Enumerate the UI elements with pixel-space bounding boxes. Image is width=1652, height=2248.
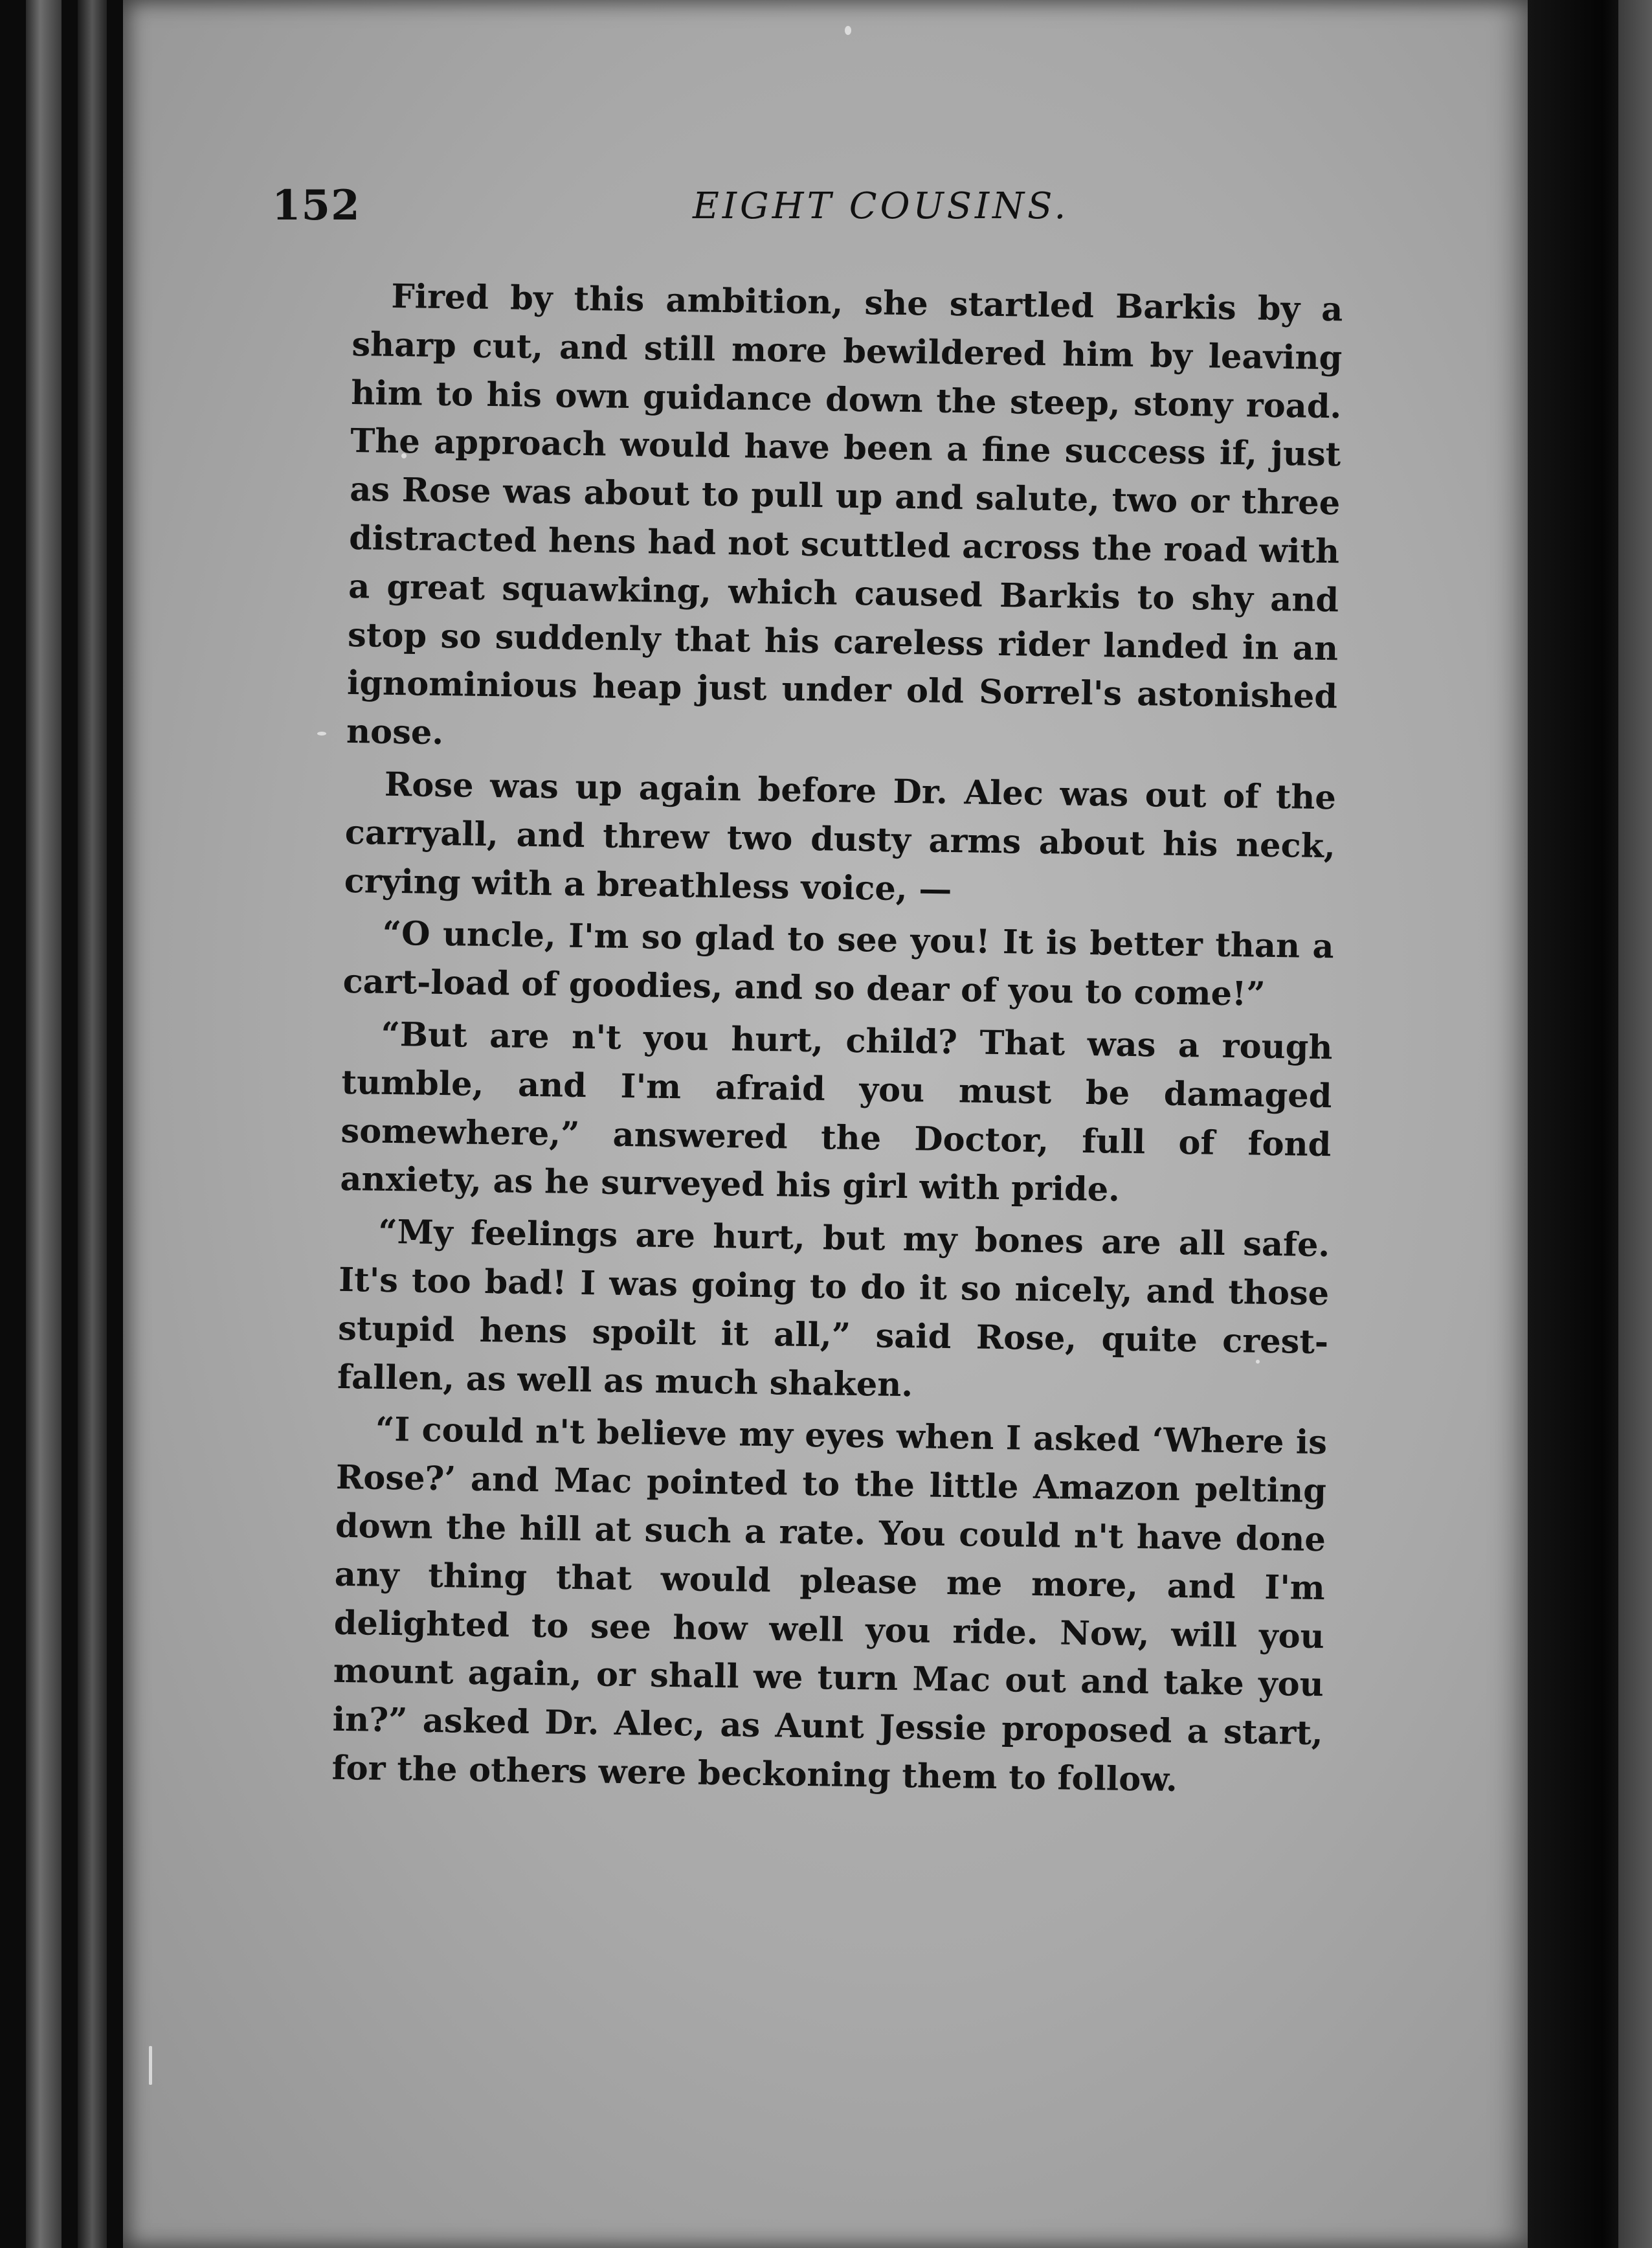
running-title: EIGHT COUSINS. — [693, 185, 1069, 227]
binding-edge-inner — [78, 0, 107, 2248]
paragraph: “O uncle, I'm so glad to see you! It is better than a cart-load of goodies, and so dear of you to come!” — [342, 914, 1335, 1014]
binding-edge — [26, 0, 61, 2248]
dust-speck — [317, 732, 326, 736]
body-text — [331, 272, 1343, 1810]
paragraph: Rose was up again before Dr. Alec was out of the carryall, and threw two dusty arms about his neck, crying with a breathless voice, — — [344, 765, 1337, 909]
scratch-mark — [149, 2046, 152, 2085]
dust-speck — [845, 26, 851, 35]
running-head — [272, 181, 1372, 253]
paragraph: “But are n't you hurt, child? That was a rough tumble, and I'm afraid you must be damaged somewhere,” answered the Doctor, full of fond anxiety, as he surveyed his girl with pride. — [340, 1015, 1333, 1210]
next-page-edge — [1618, 0, 1652, 2248]
paragraph: “I could n't believe my eyes when I asked ‘Where is Rose?’ and Mac pointed to the little Amazon pelting down the hill at such a rate. You could n't have done any thing that would please me more, and I'm delighted to see how well you ride. Now, will you mount again, or shall we turn Mac out and take you in?” asked Dr. Alec, as Aunt Jessie proposed a start, for the others were beckoning them to follow. — [331, 1410, 1328, 1799]
paragraph: “My feelings are hurt, but my bones are all safe. It's too bad! I was going to do it so nicely, and those stupid hens spoilt it all,” said Rose, quite crest-fallen, as well as much shaken. — [337, 1212, 1330, 1404]
page-number: 152 — [272, 181, 361, 230]
paragraph: Fired by this ambition, she startled Barkis by a sharp cut, and still more bewildered him by leaving him to his own guidance down the steep, stony road. The approach would have been a fine success if, just as Rose was about to pull up and salute, two or three distracted hens had not scuttled across the road with a great squawking, which caused Barkis to shy and stop so suddenly that his careless rider landed in an ignominious heap just under old Sorrel's astonished nose. — [346, 276, 1343, 753]
